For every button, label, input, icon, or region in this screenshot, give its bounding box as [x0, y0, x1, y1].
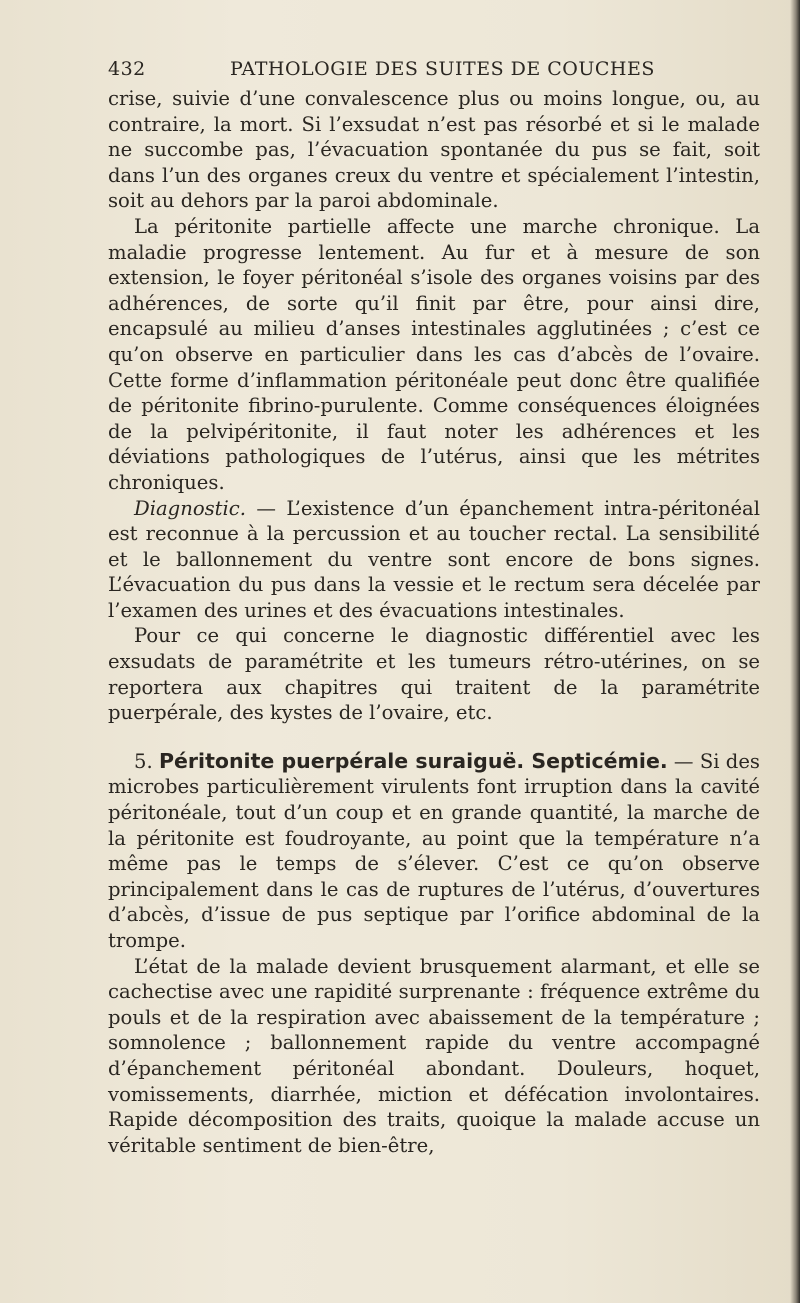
- page-edge-shadow: [790, 0, 800, 1303]
- running-title: PATHOLOGIE DES SUITES DE COUCHES: [230, 58, 655, 80]
- section-5-paragraph: [108, 749, 760, 954]
- paragraph-diagnostic: [108, 496, 760, 624]
- body-text: [108, 86, 760, 1158]
- paragraph-1: crise, suivie d’une convalescence plus ou moins longue, ou, au contraire, la mort. Si l’exsudat n’est pas résorbé et si le malade ne succombe pas, l’évacuation spontanée du pus se fait, soit dans l’un des organes creux du ventre et spécialement l’intestin, soit au dehors par la paroi abdominale.: [108, 87, 760, 213]
- section-gap: [108, 726, 760, 749]
- page-number: 432: [108, 58, 146, 80]
- paragraph-2: La péritonite partielle affecte une marche chronique. La maladie progresse lentement. Au fur et à mesure de son extension, le foyer péritonéal s’isole des organes voisins par des adhérences, de sorte qu’il finit par être, pour ainsi dire, encapsulé au milieu d’anses intestinales agglutinées ; c’est ce qu’on observe en particulier dans les cas d’abcès de l’ovaire. Cette forme d’inflammation péritonéale peut donc être qualifiée de péritonite fibrino-purulente. Comme conséquences éloignées de la pelvipéritonite, il faut noter les adhérences et les déviations pathologiques de l’utérus, ainsi que les métrites chroniques.: [108, 214, 760, 494]
- diagnostic-label: Diagnostic.: [134, 496, 247, 520]
- diagnostic-text: — L’existence d’un épanchement intra-péritonéal est reconnue à la percussion et au toucher rectal. La sensibilité et le ballonnement du ventre sont encore de bons signes. L’évacuation du pus dans la vessie et le rectum sera décelée par l’examen des urines et des évacuations intestinales.: [108, 496, 760, 622]
- section-text: — Si des microbes particulièrement virulents font irruption dans la cavité péritonéale, tout d’un coup et en grande quantité, la marche de la péritonite est foudroyante, au point que la température n’a même pas le temps de s’élever. C’est ce qu’on observe principalement dans le cas de ruptures de l’utérus, d’ouvertures d’abcès, d’issue de pus septique par l’orifice abdominal de la trompe.: [108, 749, 760, 952]
- section-number: 5.: [134, 749, 159, 773]
- paragraph-4: Pour ce qui concerne le diagnostic différentiel avec les exsudats de paramétrite et les tumeurs rétro-utérines, on se reportera aux chapitres qui traitent de la paramétrite puerpérale, des kystes de l’ovaire, etc.: [108, 624, 760, 725]
- paragraph-6: L’état de la malade devient brusquement alarmant, et elle se cachectise avec une rapidité surprenante : fréquence extrême du pouls et de la respiration avec abaissement de la température ; somnolence ; ballonnement rapide du ventre accompagné d’épanchement péritonéal abondant. Douleurs, hoquet, vomissements, diarrhée, miction et défécation involontaires. Rapide décomposition des traits, quoique la malade accuse un véritable sentiment de bien-être,: [108, 954, 760, 1157]
- section-title: Péritonite puerpérale suraiguë. Septicémie.: [159, 748, 668, 773]
- page-header: [108, 58, 760, 88]
